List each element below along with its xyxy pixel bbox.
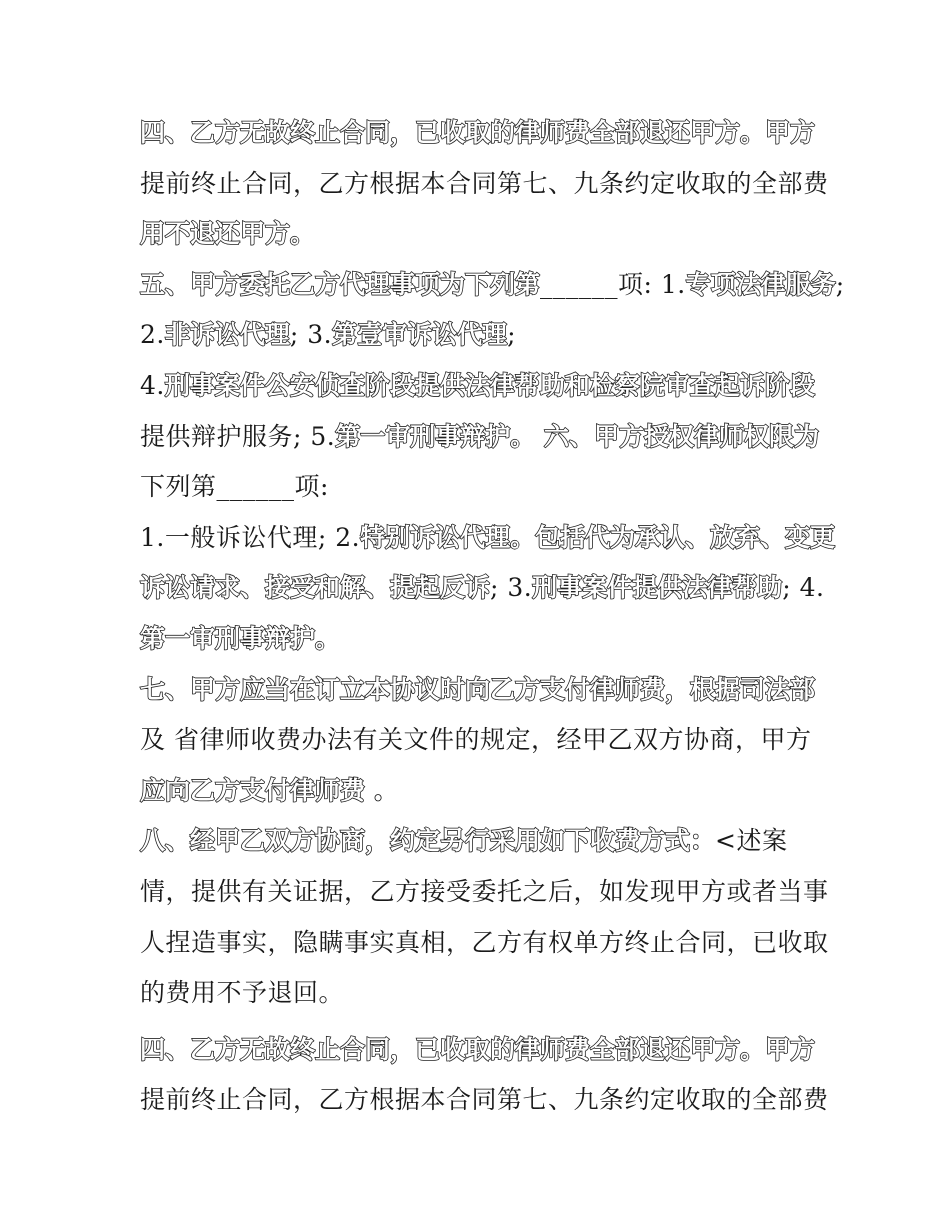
text-segment: 下列第______项: [140, 472, 329, 502]
text-segment: ; 3. [490, 573, 533, 603]
text-line [140, 665, 820, 716]
outlined-text-segment: 特别诉讼代理。包括代为承认、放弃、变更 [360, 522, 836, 552]
text-line [140, 361, 820, 412]
text-line [140, 513, 836, 564]
text-segment: ______项: 1. [540, 269, 686, 299]
text-segment: 。 [365, 775, 399, 805]
text-segment: 2. [140, 320, 165, 350]
outlined-text-segment: 刑事案件公安侦查阶段提供法律帮助和检察院审查起诉阶段 [164, 370, 815, 400]
text-segment: 提前终止合同，乙方根据本合同第七、九条约定收取的全部费 [140, 1085, 829, 1115]
outlined-text-segment: 刑事案件提供法律帮助 [532, 573, 783, 603]
outlined-text-segment: 四、乙方无故终止合同，已收取的律师费全部退还甲方。甲方 [140, 118, 816, 147]
outlined-text-segment: 第壹审诉讼代理 [332, 320, 508, 350]
outlined-text-segment: 专项法律服务 [685, 269, 836, 299]
text-segment: ; [835, 269, 845, 299]
text-segment: 及 省律师收费办法有关文件的规定，经甲乙双方协商，甲方 [140, 725, 812, 755]
text-line [140, 816, 820, 867]
outlined-text-segment: 用不退还甲方。 [140, 219, 316, 249]
text-segment: 4. [140, 370, 165, 400]
text-line [140, 867, 829, 918]
text-segment: 的费用不予退回。 [140, 978, 345, 1008]
outlined-text-segment: 七、甲方应当在订立本协议时向乙方支付律师费，根据司法部 [140, 674, 816, 704]
text-segment: <述案 [715, 826, 788, 856]
text-segment: 情，提供有关证据，乙方接受委托之后，如发现甲方或者当事 [140, 876, 829, 906]
outlined-text-segment: 第一审刑事辩护。 六、甲方授权律师权限为 [335, 421, 819, 451]
document-page [140, 108, 845, 1126]
text-segment: 1.一般诉讼代理; 2. [140, 522, 361, 552]
outlined-text-segment: 四、乙方无故终止合同，已收取的律师费全部退还甲方。甲方 [140, 1034, 816, 1064]
outlined-text-segment: 八、经甲乙双方协商，约定另行采用如下收费方式： [140, 826, 716, 856]
outlined-text-segment: 非诉讼代理 [164, 320, 290, 350]
text-line [140, 563, 825, 614]
text-line [140, 918, 829, 969]
outlined-text-segment: 诉讼请求、接受和解、提起反诉 [140, 573, 491, 603]
outlined-text-segment: 应向乙方支付律师费 [140, 775, 366, 805]
text-line [140, 766, 820, 817]
text-line [140, 260, 845, 311]
text-line [140, 462, 820, 513]
outlined-text-segment: 第一审刑事辩护。 [140, 623, 341, 653]
text-segment: 提供辩护服务; 5. [140, 421, 336, 451]
text-line [140, 209, 820, 260]
text-segment: ; 4. [782, 573, 825, 603]
text-line [140, 412, 820, 463]
text-segment: ; 3. [289, 320, 333, 350]
text-line [140, 310, 820, 361]
text-segment: 人捏造事实，隐瞒事实真相，乙方有权单方终止合同，已收取 [140, 927, 829, 957]
text-line [140, 1075, 829, 1126]
text-segment: 提前终止合同，乙方根据本合同第七、九条约定收取的全部费 [140, 168, 829, 198]
text-line [140, 614, 820, 665]
text-line [140, 968, 820, 1019]
text-line [140, 1025, 820, 1076]
outlined-text-segment: 五、甲方委托乙方代理事项为下列第 [140, 269, 541, 299]
text-line [140, 108, 820, 159]
text-line [140, 715, 820, 766]
text-line [140, 159, 829, 210]
text-segment: ; [507, 320, 517, 350]
